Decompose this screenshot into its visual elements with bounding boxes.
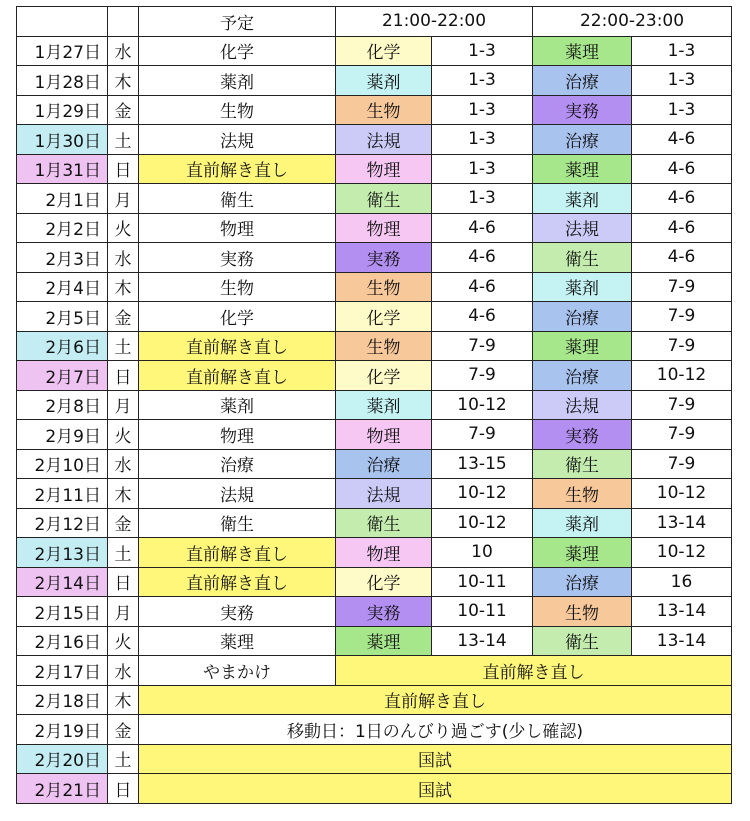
- slot1-range-cell: 1-3: [432, 66, 533, 96]
- weekday-cell: 水: [108, 243, 139, 273]
- slot1-subject-cell: 薬剤: [336, 66, 432, 96]
- table-row: [17, 361, 732, 391]
- slot1-subject-cell: 薬理: [336, 626, 432, 656]
- slot1-subject-cell: 化学: [336, 361, 432, 391]
- plan-cell: 生物: [139, 95, 336, 125]
- slot2-range-cell: 10-12: [632, 479, 732, 509]
- plan-cell: 衛生: [139, 508, 336, 538]
- slot2-range-cell: 4-6: [632, 184, 732, 214]
- slot2-range-cell: 4-6: [632, 213, 732, 243]
- slot1-range-cell: 1-3: [432, 125, 533, 155]
- date-cell: 1月28日: [17, 66, 108, 96]
- plan-cell: 衛生: [139, 184, 336, 214]
- table-row: [17, 567, 732, 597]
- slot1-subject-cell: 化学: [336, 567, 432, 597]
- slot2-range-cell: 4-6: [632, 243, 732, 273]
- slot2-range-cell: 1-3: [632, 66, 732, 96]
- header-slot2: 22:00-23:00: [533, 7, 732, 37]
- slot1-subject-cell: 薬剤: [336, 390, 432, 420]
- table-row: [17, 656, 732, 686]
- plan-cell: 直前解き直し: [139, 538, 336, 568]
- date-cell: 2月12日: [17, 508, 108, 538]
- merged-slot-cell: 直前解き直し: [336, 656, 732, 686]
- slot2-range-cell: 13-14: [632, 626, 732, 656]
- slot2-range-cell: 7-9: [632, 390, 732, 420]
- weekday-cell: 金: [108, 715, 139, 745]
- table-row: [17, 184, 732, 214]
- table-row: [17, 272, 732, 302]
- date-cell: 2月2日: [17, 213, 108, 243]
- slot1-range-cell: 4-6: [432, 213, 533, 243]
- date-cell: 2月20日: [17, 744, 108, 774]
- date-cell: 2月9日: [17, 420, 108, 450]
- slot1-range-cell: 4-6: [432, 272, 533, 302]
- slot1-range-cell: 1-3: [432, 95, 533, 125]
- slot1-subject-cell: 法規: [336, 125, 432, 155]
- slot1-subject-cell: 化学: [336, 36, 432, 66]
- table-row: [17, 597, 732, 627]
- slot2-subject-cell: 薬理: [533, 36, 632, 66]
- slot1-range-cell: 13-14: [432, 626, 533, 656]
- slot1-subject-cell: 実務: [336, 597, 432, 627]
- weekday-cell: 日: [108, 567, 139, 597]
- header-date: [17, 7, 108, 37]
- slot2-range-cell: 7-9: [632, 449, 732, 479]
- study-schedule-table: [16, 6, 732, 804]
- slot1-subject-cell: 法規: [336, 479, 432, 509]
- slot2-subject-cell: 生物: [533, 479, 632, 509]
- date-cell: 1月29日: [17, 95, 108, 125]
- weekday-cell: 火: [108, 626, 139, 656]
- plan-cell: 生物: [139, 272, 336, 302]
- slot2-subject-cell: 生物: [533, 597, 632, 627]
- plan-cell: 法規: [139, 479, 336, 509]
- slot1-range-cell: 10-12: [432, 508, 533, 538]
- plan-cell: 直前解き直し: [139, 361, 336, 391]
- slot2-subject-cell: 法規: [533, 213, 632, 243]
- weekday-cell: 金: [108, 302, 139, 332]
- table-row: [17, 538, 732, 568]
- weekday-cell: 日: [108, 774, 139, 804]
- weekday-cell: 土: [108, 331, 139, 361]
- weekday-cell: 火: [108, 420, 139, 450]
- date-cell: 2月1日: [17, 184, 108, 214]
- slot1-subject-cell: 治療: [336, 449, 432, 479]
- slot1-subject-cell: 衛生: [336, 184, 432, 214]
- weekday-cell: 土: [108, 125, 139, 155]
- slot1-range-cell: 10-12: [432, 390, 533, 420]
- weekday-cell: 土: [108, 744, 139, 774]
- date-cell: 2月18日: [17, 685, 108, 715]
- slot1-range-cell: 7-9: [432, 331, 533, 361]
- date-cell: 2月17日: [17, 656, 108, 686]
- slot1-subject-cell: 物理: [336, 538, 432, 568]
- date-cell: 2月7日: [17, 361, 108, 391]
- weekday-cell: 木: [108, 66, 139, 96]
- table-row: [17, 715, 732, 745]
- weekday-cell: 木: [108, 685, 139, 715]
- header-plan: 予定: [139, 7, 336, 37]
- weekday-cell: 水: [108, 36, 139, 66]
- slot1-range-cell: 1-3: [432, 184, 533, 214]
- slot2-subject-cell: 薬剤: [533, 508, 632, 538]
- slot1-range-cell: 4-6: [432, 302, 533, 332]
- table-row: [17, 479, 732, 509]
- date-cell: 2月10日: [17, 449, 108, 479]
- plan-cell: 化学: [139, 36, 336, 66]
- date-cell: 2月4日: [17, 272, 108, 302]
- slot2-range-cell: 4-6: [632, 154, 732, 184]
- header-slot1: 21:00-22:00: [336, 7, 533, 37]
- slot2-subject-cell: 治療: [533, 302, 632, 332]
- plan-cell: 直前解き直し: [139, 331, 336, 361]
- date-cell: 1月31日: [17, 154, 108, 184]
- slot1-range-cell: 1-3: [432, 154, 533, 184]
- slot2-subject-cell: 実務: [533, 95, 632, 125]
- weekday-cell: 木: [108, 479, 139, 509]
- slot1-range-cell: 10-11: [432, 597, 533, 627]
- table-row: [17, 66, 732, 96]
- merged-day-cell: 国試: [139, 744, 732, 774]
- date-cell: 2月11日: [17, 479, 108, 509]
- table-row: [17, 125, 732, 155]
- table-row: [17, 744, 732, 774]
- slot2-subject-cell: 治療: [533, 66, 632, 96]
- weekday-cell: 水: [108, 656, 139, 686]
- slot2-range-cell: 13-14: [632, 597, 732, 627]
- plan-cell: 薬剤: [139, 390, 336, 420]
- table-row: [17, 508, 732, 538]
- slot2-subject-cell: 法規: [533, 390, 632, 420]
- plan-cell: 法規: [139, 125, 336, 155]
- plan-cell: 直前解き直し: [139, 154, 336, 184]
- table-row: [17, 154, 732, 184]
- table-row: [17, 243, 732, 273]
- table-row: [17, 685, 732, 715]
- slot2-range-cell: 4-6: [632, 125, 732, 155]
- date-cell: 2月6日: [17, 331, 108, 361]
- slot2-subject-cell: 治療: [533, 361, 632, 391]
- weekday-cell: 月: [108, 184, 139, 214]
- slot2-range-cell: 13-14: [632, 508, 732, 538]
- slot2-subject-cell: 薬理: [533, 538, 632, 568]
- table-row: [17, 420, 732, 450]
- merged-day-cell: 移動日：1日のんびり過ごす(少し確認): [139, 715, 732, 745]
- slot1-range-cell: 7-9: [432, 420, 533, 450]
- weekday-cell: 土: [108, 538, 139, 568]
- slot2-subject-cell: 薬理: [533, 331, 632, 361]
- weekday-cell: 月: [108, 597, 139, 627]
- header-row: [17, 7, 732, 37]
- table-row: [17, 213, 732, 243]
- date-cell: 1月30日: [17, 125, 108, 155]
- slot1-subject-cell: 物理: [336, 213, 432, 243]
- slot2-subject-cell: 衛生: [533, 449, 632, 479]
- plan-cell: 実務: [139, 243, 336, 273]
- slot2-range-cell: 10-12: [632, 538, 732, 568]
- slot2-subject-cell: 衛生: [533, 626, 632, 656]
- slot2-range-cell: 1-3: [632, 36, 732, 66]
- plan-cell: やまかけ: [139, 656, 336, 686]
- slot2-range-cell: 7-9: [632, 272, 732, 302]
- plan-cell: 化学: [139, 302, 336, 332]
- slot2-subject-cell: 衛生: [533, 243, 632, 273]
- date-cell: 1月27日: [17, 36, 108, 66]
- plan-cell: 治療: [139, 449, 336, 479]
- table-row: [17, 626, 732, 656]
- date-cell: 2月5日: [17, 302, 108, 332]
- weekday-cell: 日: [108, 361, 139, 391]
- plan-cell: 直前解き直し: [139, 567, 336, 597]
- slot2-range-cell: 10-12: [632, 361, 732, 391]
- weekday-cell: 月: [108, 390, 139, 420]
- slot1-subject-cell: 物理: [336, 154, 432, 184]
- schedule-wrapper: [16, 6, 732, 804]
- slot2-subject-cell: 治療: [533, 125, 632, 155]
- slot1-subject-cell: 化学: [336, 302, 432, 332]
- slot1-range-cell: 4-6: [432, 243, 533, 273]
- table-row: [17, 390, 732, 420]
- slot2-range-cell: 7-9: [632, 331, 732, 361]
- table-row: [17, 774, 732, 804]
- date-cell: 2月21日: [17, 774, 108, 804]
- date-cell: 2月16日: [17, 626, 108, 656]
- slot2-subject-cell: 薬剤: [533, 272, 632, 302]
- header-dow: [108, 7, 139, 37]
- weekday-cell: 水: [108, 449, 139, 479]
- slot1-range-cell: 10-11: [432, 567, 533, 597]
- weekday-cell: 金: [108, 95, 139, 125]
- weekday-cell: 金: [108, 508, 139, 538]
- merged-day-cell: 直前解き直し: [139, 685, 732, 715]
- slot1-range-cell: 7-9: [432, 361, 533, 391]
- weekday-cell: 日: [108, 154, 139, 184]
- table-row: [17, 449, 732, 479]
- slot1-range-cell: 13-15: [432, 449, 533, 479]
- slot2-subject-cell: 薬理: [533, 154, 632, 184]
- slot1-subject-cell: 生物: [336, 95, 432, 125]
- date-cell: 2月15日: [17, 597, 108, 627]
- slot2-subject-cell: 治療: [533, 567, 632, 597]
- plan-cell: 薬理: [139, 626, 336, 656]
- slot1-subject-cell: 生物: [336, 331, 432, 361]
- weekday-cell: 木: [108, 272, 139, 302]
- date-cell: 2月14日: [17, 567, 108, 597]
- slot2-range-cell: 7-9: [632, 420, 732, 450]
- weekday-cell: 火: [108, 213, 139, 243]
- plan-cell: 実務: [139, 597, 336, 627]
- slot2-subject-cell: 薬剤: [533, 184, 632, 214]
- table-row: [17, 95, 732, 125]
- slot2-range-cell: 16: [632, 567, 732, 597]
- table-row: [17, 302, 732, 332]
- table-row: [17, 331, 732, 361]
- slot1-subject-cell: 物理: [336, 420, 432, 450]
- date-cell: 2月13日: [17, 538, 108, 568]
- slot1-range-cell: 10: [432, 538, 533, 568]
- slot1-subject-cell: 実務: [336, 243, 432, 273]
- date-cell: 2月3日: [17, 243, 108, 273]
- slot1-range-cell: 1-3: [432, 36, 533, 66]
- date-cell: 2月19日: [17, 715, 108, 745]
- plan-cell: 物理: [139, 420, 336, 450]
- slot1-subject-cell: 衛生: [336, 508, 432, 538]
- slot2-range-cell: 1-3: [632, 95, 732, 125]
- slot1-subject-cell: 生物: [336, 272, 432, 302]
- date-cell: 2月8日: [17, 390, 108, 420]
- table-row: [17, 36, 732, 66]
- slot2-range-cell: 7-9: [632, 302, 732, 332]
- slot1-range-cell: 10-12: [432, 479, 533, 509]
- plan-cell: 薬剤: [139, 66, 336, 96]
- plan-cell: 物理: [139, 213, 336, 243]
- merged-day-cell: 国試: [139, 774, 732, 804]
- slot2-subject-cell: 実務: [533, 420, 632, 450]
